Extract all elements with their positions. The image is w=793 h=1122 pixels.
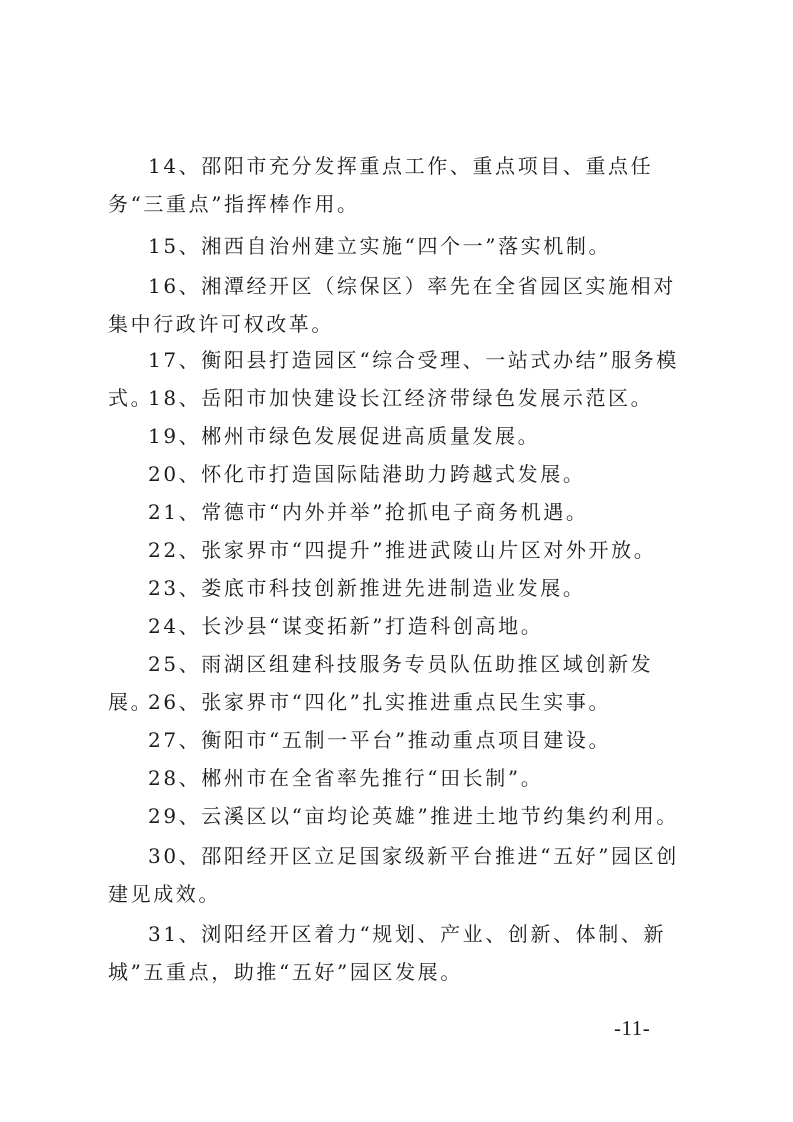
list-item: 26、张家界市“四化”扎实推进重点民生实事。 — [148, 690, 612, 714]
list-item: 24、长沙县“谋变拓新”打造科创高地。 — [148, 614, 544, 638]
list-item: 18、岳阳市加快建设长江经济带绿色发展示范区。 — [148, 386, 654, 410]
list-item: 21、常德市“内外并举”抢抓电子商务机遇。 — [148, 500, 589, 524]
list-item: 25、雨湖区组建科技服务专员队伍助推区域创新发展。 — [108, 652, 654, 714]
list-item: 14、邵阳市充分发挥重点工作、重点项目、重点任务“三重点”指挥棒作用。 — [108, 154, 654, 216]
list-item: 30、邵阳经开区立足国家级新平台推进“五好”园区创建见成效。 — [108, 844, 679, 906]
list-item: 22、张家界市“四提升”推进武陵山片区对外开放。 — [148, 538, 657, 562]
list-item: 29、云溪区以“亩均论英雄”推进土地节约集约利用。 — [148, 804, 679, 828]
list-item: 23、娄底市科技创新推进先进制造业发展。 — [148, 576, 586, 600]
list-item: 28、郴州市在全省率先推行“田长制”。 — [148, 766, 544, 790]
list-item: 16、湘潭经开区（综保区）率先在全省园区实施相对集中行政许可权改革。 — [108, 274, 676, 336]
list-item: 17、衡阳县打造园区“综合受理、一站式办结”服务模式。 — [108, 348, 679, 410]
page-number: -11- — [614, 1016, 651, 1040]
list-item: 15、湘西自治州建立实施“四个一”落实机制。 — [148, 234, 612, 258]
list-item: 27、衡阳市“五制一平台”推动重点项目建设。 — [148, 728, 612, 752]
list-item: 31、浏阳经开区着力“规划、产业、创新、体制、新城”五重点，助推“五好”园区发展。 — [108, 922, 667, 984]
list-item: 20、怀化市打造国际陆港助力跨越式发展。 — [148, 462, 586, 486]
list-item: 19、郴州市绿色发展促进高质量发展。 — [148, 424, 541, 448]
